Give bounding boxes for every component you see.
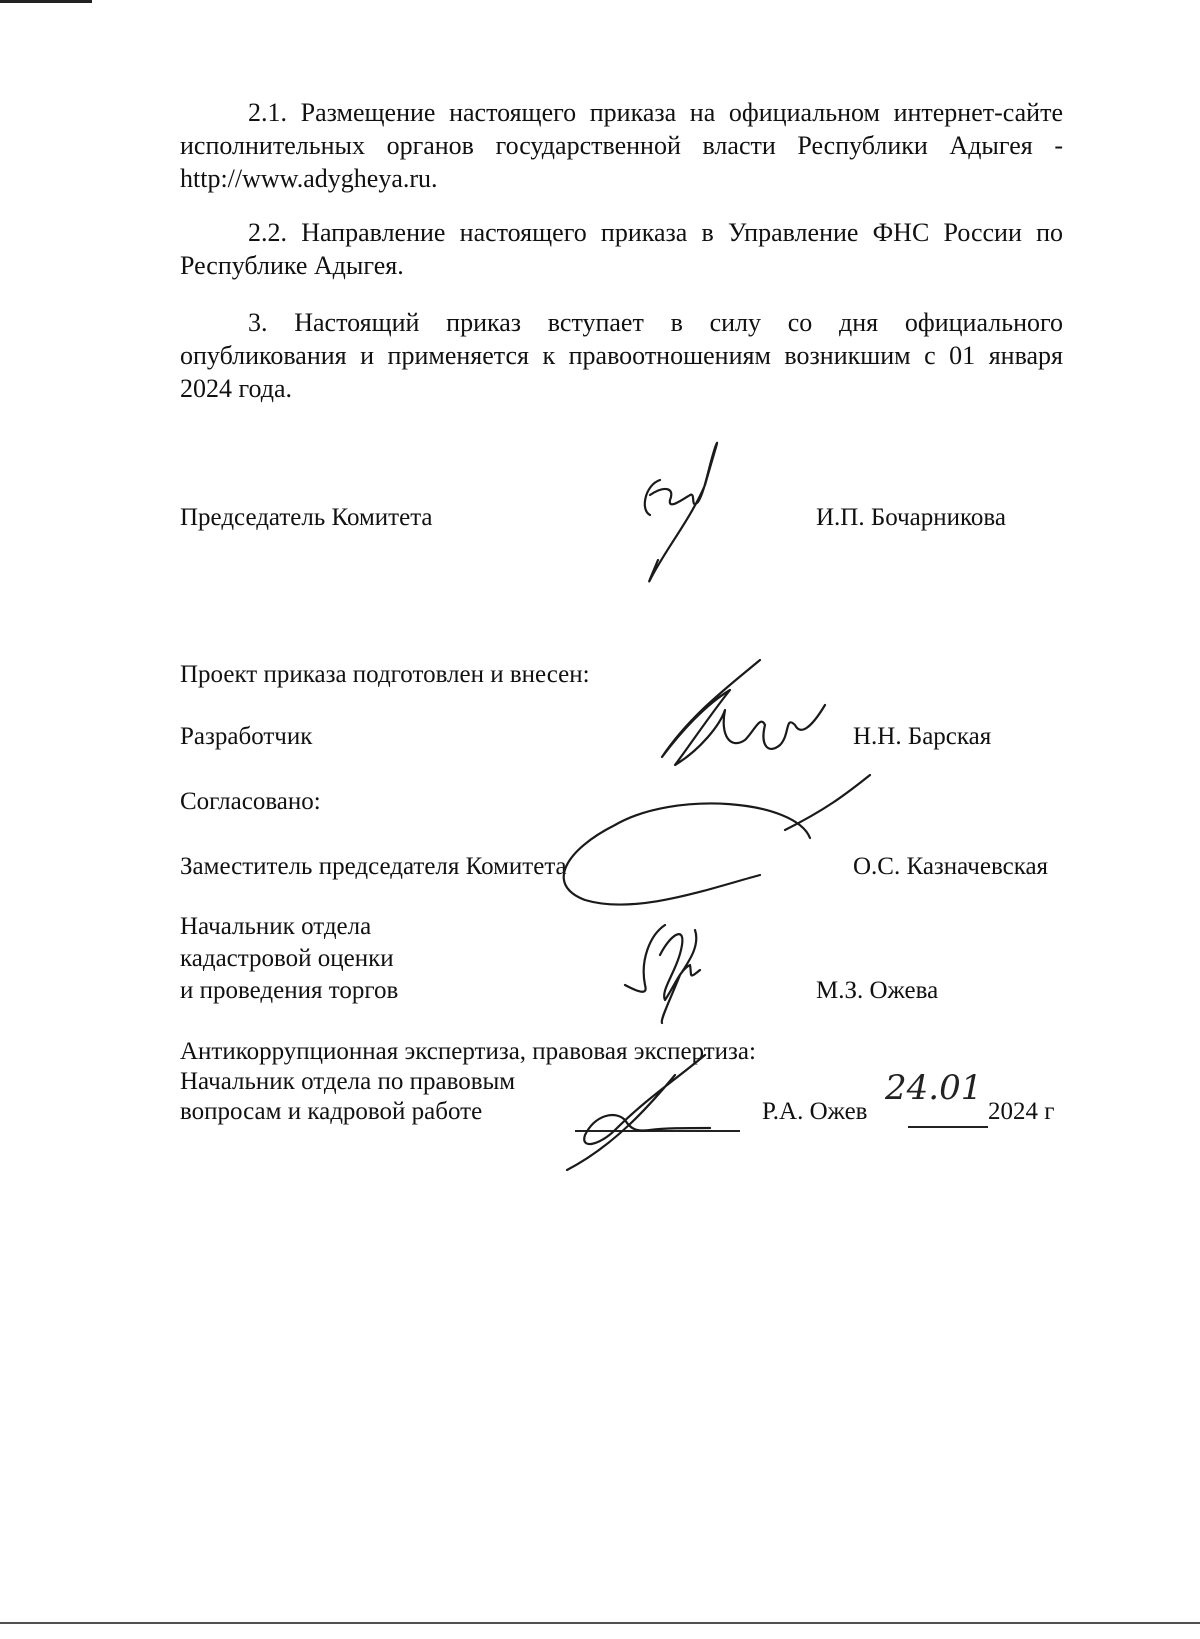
handwritten-date: 24.01: [885, 1068, 983, 1108]
cadastral-head-signature: [620, 915, 730, 1025]
chair-name: И.П. Бочарникова: [816, 504, 1006, 531]
expertise-position-line2: вопросам и кадровой работе: [180, 1098, 483, 1125]
deputy-name: О.С. Казначевская: [853, 853, 1049, 880]
paragraph-2-1: 2.1. Размещение настоящего приказа на официальном интернет-сайте исполнительных органов государственной власти Республики Адыгея - http://www.adygheya.ru.: [180, 98, 1063, 193]
expertise-position-line1: Начальник отдела по правовым: [180, 1068, 516, 1095]
date-line: [908, 1126, 988, 1128]
developer-position: Разработчик: [180, 723, 313, 750]
bottom-edge-line: [0, 1622, 1200, 1624]
chair-position: Председатель Комитета: [180, 504, 433, 531]
expertise-title: Антикоррупционная экспертиза, правовая экспертиза:: [180, 1038, 756, 1065]
developer-signature: [650, 655, 840, 785]
cadastral-head-position-line1: Начальник отдела: [180, 913, 372, 940]
cadastral-head-position-line2: кадастровой оценки: [180, 945, 394, 972]
chair-signature: [620, 440, 730, 590]
top-edge-line: [0, 0, 92, 3]
expertise-year: 2024 г: [988, 1098, 1055, 1125]
developer-name: Н.Н. Барская: [853, 723, 992, 750]
paragraph-2-2: 2.2. Направление настоящего приказа в Управление ФНС России по Республике Адыгея.: [180, 218, 1063, 280]
paragraph-3: 3. Настоящий приказ вступает в силу со дня официального опубликования и применяется к правоотношениям возникшим с 01 января 2024 года.: [180, 308, 1063, 403]
cadastral-head-position-line3: и проведения торгов: [180, 977, 399, 1004]
deputy-signature: [555, 770, 885, 920]
cadastral-head-name: М.З. Ожева: [816, 977, 939, 1004]
deputy-position: Заместитель председателя Комитета: [180, 853, 567, 880]
expertise-name: Р.А. Ожев: [762, 1098, 868, 1125]
agreed-label: Согласовано:: [180, 788, 321, 815]
prepared-by-label: Проект приказа подготовлен и внесен:: [180, 661, 590, 688]
expertise-signature: [555, 1050, 755, 1180]
